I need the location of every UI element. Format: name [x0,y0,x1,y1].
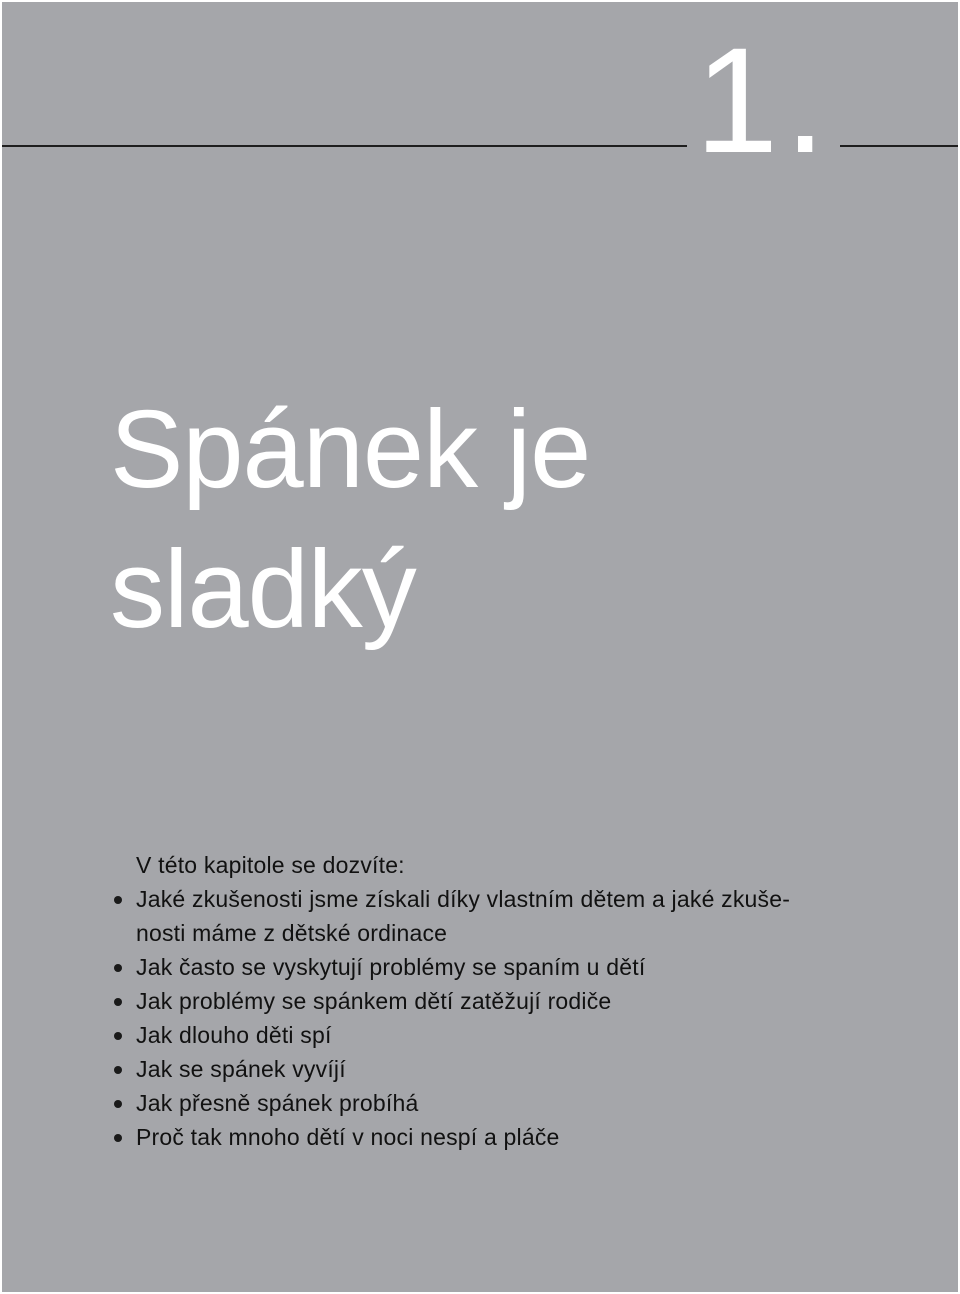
bullet-icon [114,964,122,972]
chapter-intro: V této kapitole se dozvíte: [136,852,405,878]
topic-item [2,1018,836,1052]
topic-text: Jak dlouho děti spí [136,1022,332,1048]
chapter-number: 1. [687,30,840,170]
topic-item [2,950,836,984]
chapter-topics-list [2,882,958,1154]
topic-item [2,882,836,950]
bullet-icon [114,1032,122,1040]
bullet-icon [114,1066,122,1074]
topic-text: Jak přesně spánek probíhá [136,1090,419,1116]
chapter-title-line-2: sladký [110,528,416,651]
chapter-title [110,380,810,660]
topic-item [2,1086,836,1120]
topic-text: Proč tak mnoho dětí v noci nespí a pláče [136,1124,560,1150]
topic-text: Jaké zkušenosti jsme získali díky vlastním dětem a jaké zkuše-nosti máme z dětské ordinace [136,886,791,946]
topic-text: Jak se spánek vyvíjí [136,1056,346,1082]
topic-item [2,1052,836,1086]
topic-text: Jak problémy se spánkem dětí zatěžují rodiče [136,988,612,1014]
topic-item [2,1120,836,1154]
topic-text: Jak často se vyskytují problémy se spaním u dětí [136,954,646,980]
bullet-icon [114,896,122,904]
chapter-title-line-1: Spánek je [110,388,591,511]
bullet-icon [114,1134,122,1142]
bullet-icon [114,1100,122,1108]
bullet-icon [114,998,122,1006]
topic-item [2,984,836,1018]
chapter-page [2,2,958,1292]
